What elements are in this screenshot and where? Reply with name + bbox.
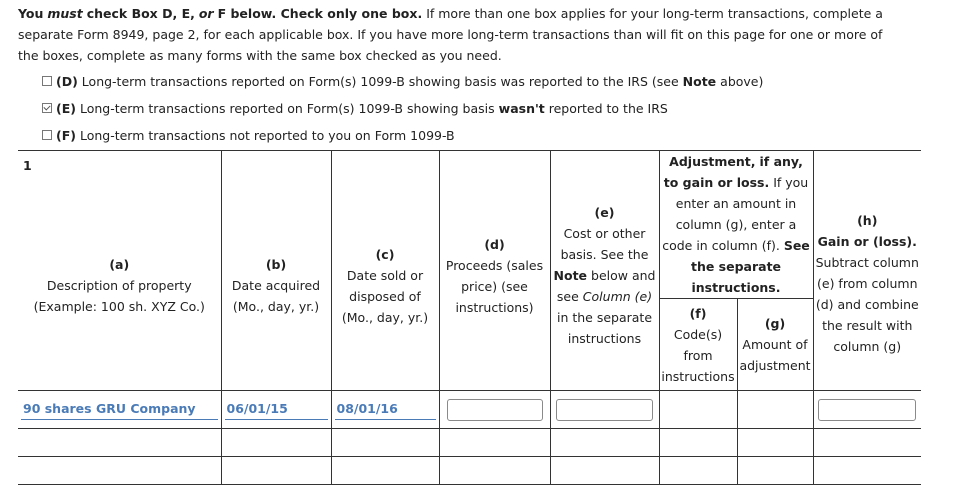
transactions-table [18,150,921,485]
column-h-header: (h) Gain or (loss). Subtract column (e) from column (d) and combine the result with column (g) [813,151,921,391]
date-acquired-cell [221,391,331,429]
table-row [18,457,921,485]
date-sold-cell [331,391,439,429]
table-row [18,429,921,457]
date-acquired-value[interactable]: 06/01/15 [225,399,328,420]
column-f-header: (f) Code(s) from instructions [659,299,737,391]
code-cell [659,391,737,429]
gain-loss-cell [813,391,921,429]
box-f-checkbox[interactable] [42,130,52,140]
gain-loss-input[interactable] [818,399,916,421]
box-f-option[interactable]: (F) Long-term transactions not reported to you on Form 1099-B [42,126,455,146]
column-e-header: (e) Cost or other basis. See the Note below and see Column (e) in the separate instructions [550,151,659,391]
proceeds-input[interactable] [447,399,543,421]
date-sold-value[interactable]: 08/01/16 [335,399,436,420]
box-e-checkbox[interactable] [42,103,52,113]
table-row [18,391,921,429]
column-c-header: (c) Date sold or disposed of (Mo., day, yr.) [331,151,439,391]
adjustment-header: Adjustment, if any, to gain or loss. If you enter an amount in column (g), enter a code in column (f). See the separate instructions. [659,151,813,299]
proceeds-cell [439,391,550,429]
column-a-header: 1 (a) Description of property (Example: 100 sh. XYZ Co.) [18,151,221,391]
adjustment-amount-cell [737,391,813,429]
box-e-option[interactable]: (E) Long-term transactions reported on Form(s) 1099-B showing basis wasn't reported to the IRS [42,99,668,119]
description-cell [18,391,221,429]
column-g-header: (g) Amount of adjustment [737,299,813,391]
instructions-paragraph: You must check Box D, E, or F below. Check only one box. If more than one box applies for your long-term transactions, complete a separate Form 8949, page 2, for each applicable box. If you have more long-term transactions than will fit on this page for one or more of the boxes, complete as many forms with the same box checked as you need. [18,6,883,63]
row-number: 1 [23,158,32,173]
description-value[interactable]: 90 shares GRU Company [21,399,218,420]
box-d-option[interactable]: (D) Long-term transactions reported on Form(s) 1099-B showing basis was reported to the IRS (see Note above) [42,72,763,92]
cost-basis-input[interactable] [556,399,653,421]
box-d-checkbox[interactable] [42,76,52,86]
column-d-header: (d) Proceeds (sales price) (see instructions) [439,151,550,391]
cost-basis-cell [550,391,659,429]
column-b-header: (b) Date acquired (Mo., day, yr.) [221,151,331,391]
